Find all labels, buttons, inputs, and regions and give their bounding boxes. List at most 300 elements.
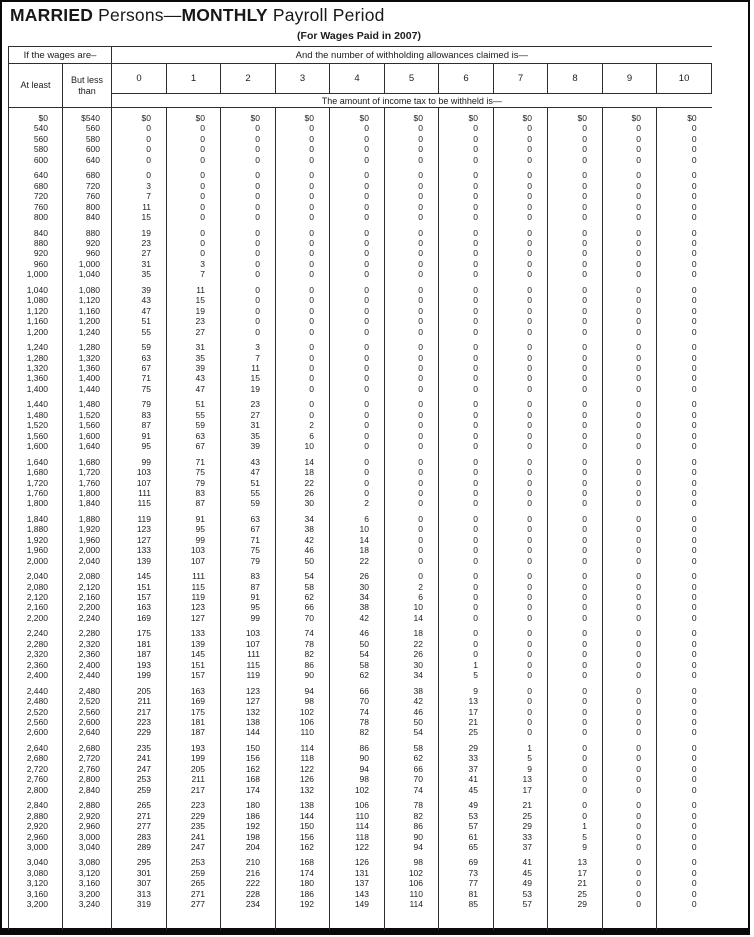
table-row — [9, 832, 712, 842]
amount-cell: 0 — [657, 545, 712, 555]
amount-cell: 0 — [603, 248, 657, 258]
amount-cell: 0 — [385, 566, 439, 581]
amount-cell: 39 — [167, 363, 221, 373]
amount-cell: 110 — [276, 727, 330, 737]
amount-cell: 0 — [548, 623, 603, 638]
amount-cell: 0 — [439, 202, 494, 212]
allowances-header-cell: And the number of withholding allowances claimed is— — [112, 47, 712, 64]
amount-cell: 0 — [439, 639, 494, 649]
amount-cell: 0 — [548, 707, 603, 717]
amount-cell: 0 — [548, 384, 603, 394]
amount-cell: 0 — [494, 681, 548, 696]
wage-cell: 1,240 — [63, 327, 112, 337]
amount-cell: 0 — [385, 556, 439, 566]
amount-cell: 139 — [167, 639, 221, 649]
amount-cell: 0 — [385, 259, 439, 269]
amount-cell: 0 — [330, 337, 385, 352]
amount-cell: 0 — [603, 384, 657, 394]
amount-cell: 0 — [657, 306, 712, 316]
amount-cell: 75 — [221, 545, 276, 555]
amount-cell: 0 — [385, 248, 439, 258]
amount-cell: 39 — [112, 280, 167, 295]
amount-cell: 0 — [494, 144, 548, 154]
amount-cell: 149 — [330, 899, 385, 909]
wage-cell: 760 — [63, 191, 112, 201]
amount-cell: 0 — [548, 774, 603, 784]
amount-cell: 50 — [330, 639, 385, 649]
amount-cell: 0 — [657, 452, 712, 467]
wage-cell: 1,120 — [9, 306, 63, 316]
amount-cell: 0 — [657, 670, 712, 680]
amount-cell: 0 — [548, 394, 603, 409]
amount-cell: 0 — [548, 524, 603, 534]
wage-cell: 2,360 — [63, 649, 112, 659]
amount-cell: 86 — [385, 821, 439, 831]
wage-cell: 840 — [63, 212, 112, 222]
table-row — [9, 191, 712, 201]
table-row — [9, 248, 712, 258]
amount-cell: 223 — [167, 795, 221, 810]
wage-cell: 1,320 — [63, 353, 112, 363]
amount-cell: 0 — [657, 181, 712, 191]
wage-cell: 1,000 — [63, 259, 112, 269]
amount-cell: 90 — [276, 670, 330, 680]
allowance-col-header-8: 8 — [548, 64, 603, 94]
amount-cell: 0 — [494, 155, 548, 165]
wage-cell: 2,440 — [9, 681, 63, 696]
amount-cell: 0 — [548, 753, 603, 763]
amount-cell: 0 — [657, 134, 712, 144]
amount-cell: 0 — [439, 582, 494, 592]
amount-cell: 0 — [330, 306, 385, 316]
amount-cell: 26 — [276, 488, 330, 498]
amount-cell: 35 — [221, 431, 276, 441]
amount-cell: 0 — [439, 535, 494, 545]
wage-cell: 2,640 — [63, 727, 112, 737]
wage-cell: 600 — [9, 155, 63, 165]
wage-cell: 1,440 — [63, 384, 112, 394]
amount-header-cell: The amount of income tax to be withheld is— — [112, 94, 712, 108]
amount-cell: 95 — [221, 602, 276, 612]
amount-cell: 211 — [112, 696, 167, 706]
amount-cell: 0 — [167, 212, 221, 222]
amount-cell: 150 — [221, 738, 276, 753]
filler-cell — [330, 910, 385, 930]
table-row — [9, 353, 712, 363]
amount-cell: 0 — [548, 165, 603, 180]
amount-cell: 0 — [385, 202, 439, 212]
amount-cell: 0 — [494, 295, 548, 305]
amount-cell: 51 — [112, 316, 167, 326]
allowance-col-header-0: 0 — [112, 64, 167, 94]
amount-cell: 0 — [657, 165, 712, 180]
wage-cell: 960 — [9, 259, 63, 269]
amount-cell: 0 — [385, 410, 439, 420]
amount-cell: 0 — [548, 602, 603, 612]
amount-cell: 0 — [385, 488, 439, 498]
amount-cell: 99 — [221, 613, 276, 623]
amount-cell: 0 — [167, 123, 221, 133]
amount-cell: 107 — [221, 639, 276, 649]
amount-cell: 0 — [548, 269, 603, 279]
wage-cell: 1,920 — [9, 535, 63, 545]
amount-cell: 98 — [330, 774, 385, 784]
amount-cell: 0 — [657, 420, 712, 430]
amount-cell: 90 — [385, 832, 439, 842]
table-row — [9, 306, 712, 316]
amount-cell: 14 — [385, 613, 439, 623]
amount-cell: 0 — [385, 316, 439, 326]
amount-cell: 205 — [167, 764, 221, 774]
wage-cell: 920 — [9, 248, 63, 258]
amount-cell: 143 — [330, 889, 385, 899]
amount-cell: 235 — [112, 738, 167, 753]
amount-cell: 193 — [167, 738, 221, 753]
amount-cell: 0 — [657, 811, 712, 821]
wage-cell: 1,640 — [9, 452, 63, 467]
amount-cell: 0 — [548, 478, 603, 488]
amount-cell: 0 — [385, 181, 439, 191]
amount-cell: 0 — [494, 696, 548, 706]
amount-cell: 235 — [167, 821, 221, 831]
amount-cell: 22 — [276, 478, 330, 488]
amount-cell: 46 — [330, 623, 385, 638]
allowance-col-header-1: 1 — [167, 64, 221, 94]
amount-cell: 7 — [112, 191, 167, 201]
header-row-1 — [9, 47, 712, 64]
amount-cell: 0 — [603, 202, 657, 212]
table-row — [9, 852, 712, 867]
amount-cell: 30 — [276, 498, 330, 508]
amount-cell: 0 — [548, 248, 603, 258]
amount-cell: 0 — [603, 842, 657, 852]
amount-cell: 0 — [494, 306, 548, 316]
wage-cell: 1,360 — [9, 373, 63, 383]
amount-cell: 0 — [548, 363, 603, 373]
wage-cell: 2,440 — [63, 670, 112, 680]
wage-cell: 3,160 — [63, 878, 112, 888]
amount-cell: 0 — [603, 363, 657, 373]
amount-cell: 0 — [603, 306, 657, 316]
amount-cell: 0 — [603, 753, 657, 763]
wage-cell: 1,600 — [9, 441, 63, 451]
amount-cell: 0 — [603, 420, 657, 430]
amount-cell: 0 — [494, 670, 548, 680]
amount-cell: 0 — [548, 155, 603, 165]
amount-cell: 13 — [494, 774, 548, 784]
amount-cell: 163 — [167, 681, 221, 696]
amount-cell: 115 — [221, 660, 276, 670]
amount-cell: 0 — [603, 441, 657, 451]
wage-cell: 1,960 — [9, 545, 63, 555]
amount-cell: 0 — [657, 373, 712, 383]
amount-cell: 106 — [330, 795, 385, 810]
amount-cell: 74 — [330, 707, 385, 717]
amount-cell: 2 — [276, 420, 330, 430]
amount-cell: 0 — [494, 202, 548, 212]
wage-cell: 1,480 — [9, 410, 63, 420]
amount-cell: 0 — [603, 764, 657, 774]
amount-cell: 66 — [385, 764, 439, 774]
amount-cell: 0 — [657, 123, 712, 133]
amount-cell: 0 — [548, 202, 603, 212]
wage-cell: 2,760 — [63, 764, 112, 774]
table-row — [9, 592, 712, 602]
wage-cell: 2,680 — [9, 753, 63, 763]
amount-cell: 0 — [439, 363, 494, 373]
amount-cell: 0 — [603, 717, 657, 727]
table-row — [9, 498, 712, 508]
amount-cell: 0 — [494, 727, 548, 737]
amount-cell: 13 — [548, 852, 603, 867]
amount-cell: 0 — [657, 707, 712, 717]
wage-cell: 3,080 — [9, 868, 63, 878]
amount-cell: 0 — [603, 727, 657, 737]
amount-cell: 0 — [221, 316, 276, 326]
amount-cell: 11 — [112, 202, 167, 212]
table-row — [9, 155, 712, 165]
wage-cell: 1,800 — [63, 488, 112, 498]
amount-cell: 15 — [221, 373, 276, 383]
amount-cell: 0 — [439, 259, 494, 269]
amount-cell: 63 — [167, 431, 221, 441]
amount-cell: 62 — [330, 670, 385, 680]
amount-cell: 0 — [603, 259, 657, 269]
wage-cell: 2,680 — [63, 738, 112, 753]
amount-cell: 98 — [276, 696, 330, 706]
amount-cell: 228 — [221, 889, 276, 899]
amount-cell: 25 — [548, 889, 603, 899]
table-row — [9, 452, 712, 467]
amount-cell: 0 — [657, 259, 712, 269]
amount-cell: 0 — [548, 488, 603, 498]
amount-cell: 0 — [603, 488, 657, 498]
amount-cell: 0 — [548, 582, 603, 592]
amount-cell: 0 — [494, 535, 548, 545]
amount-cell: 0 — [385, 452, 439, 467]
amount-cell: 139 — [112, 556, 167, 566]
amount-cell: 187 — [112, 649, 167, 659]
table-row — [9, 394, 712, 409]
amount-cell: 75 — [112, 384, 167, 394]
wage-cell: 2,360 — [9, 660, 63, 670]
amount-cell: 0 — [548, 509, 603, 524]
amount-cell: 180 — [221, 795, 276, 810]
amount-cell: 0 — [276, 394, 330, 409]
amount-cell: 22 — [330, 556, 385, 566]
amount-cell: 0 — [494, 478, 548, 488]
table-row — [9, 488, 712, 498]
wage-cell: 2,600 — [63, 717, 112, 727]
amount-cell: 0 — [657, 582, 712, 592]
amount-cell: 0 — [330, 202, 385, 212]
amount-cell: 0 — [657, 467, 712, 477]
wage-cell: 960 — [63, 248, 112, 258]
amount-cell: 0 — [657, 649, 712, 659]
allowance-col-header-3: 3 — [276, 64, 330, 94]
but-less-header: But less than — [63, 64, 112, 108]
amount-cell: 74 — [276, 623, 330, 638]
amount-cell: 0 — [494, 353, 548, 363]
amount-cell: 199 — [112, 670, 167, 680]
amount-cell: 0 — [276, 295, 330, 305]
wage-cell: 1,200 — [9, 327, 63, 337]
amount-cell: 0 — [439, 144, 494, 154]
wage-cell: 2,480 — [9, 696, 63, 706]
amount-cell: 0 — [439, 337, 494, 352]
amount-cell: 15 — [167, 295, 221, 305]
wage-cell: 3,000 — [63, 832, 112, 842]
amount-cell: 0 — [276, 123, 330, 133]
amount-cell: 0 — [494, 717, 548, 727]
amount-cell: 0 — [439, 545, 494, 555]
amount-cell: 0 — [657, 431, 712, 441]
amount-cell: 0 — [221, 165, 276, 180]
amount-cell: 0 — [330, 144, 385, 154]
amount-cell: 133 — [167, 623, 221, 638]
amount-cell: 0 — [548, 238, 603, 248]
wage-cell: 600 — [63, 144, 112, 154]
wage-cell: 2,000 — [9, 556, 63, 566]
amount-cell: 17 — [439, 707, 494, 717]
table-row — [9, 337, 712, 352]
amount-cell: 0 — [439, 613, 494, 623]
amount-cell: 51 — [167, 394, 221, 409]
amount-cell: 241 — [167, 832, 221, 842]
amount-cell: $0 — [657, 108, 712, 124]
amount-cell: 0 — [657, 613, 712, 623]
wage-cell: 1,600 — [63, 431, 112, 441]
amount-cell: 0 — [494, 524, 548, 534]
amount-cell: 0 — [494, 181, 548, 191]
amount-cell: 0 — [548, 592, 603, 602]
amount-cell: 55 — [167, 410, 221, 420]
amount-cell: 127 — [167, 613, 221, 623]
amount-cell: 94 — [385, 842, 439, 852]
amount-cell: 133 — [112, 545, 167, 555]
table-row — [9, 696, 712, 706]
amount-cell: 0 — [385, 478, 439, 488]
amount-cell: 54 — [385, 727, 439, 737]
amount-cell: 0 — [494, 259, 548, 269]
amount-cell: 10 — [385, 602, 439, 612]
amount-cell: 41 — [439, 774, 494, 784]
amount-cell: 0 — [603, 649, 657, 659]
amount-cell: 0 — [276, 316, 330, 326]
amount-cell: 0 — [439, 498, 494, 508]
amount-cell: 0 — [221, 280, 276, 295]
amount-cell: 0 — [603, 373, 657, 383]
amount-cell: 211 — [167, 774, 221, 784]
amount-cell: 229 — [167, 811, 221, 821]
amount-cell: 0 — [603, 785, 657, 795]
amount-cell: 0 — [657, 727, 712, 737]
amount-cell: 115 — [112, 498, 167, 508]
amount-cell: 0 — [494, 545, 548, 555]
amount-cell: 163 — [112, 602, 167, 612]
amount-cell: 295 — [112, 852, 167, 867]
amount-cell: 58 — [276, 582, 330, 592]
amount-cell: 29 — [494, 821, 548, 831]
amount-cell: 186 — [221, 811, 276, 821]
filler-cell — [63, 910, 112, 930]
table-row — [9, 134, 712, 144]
amount-cell: 0 — [548, 337, 603, 352]
withholding-table — [8, 46, 712, 930]
amount-cell: 0 — [657, 556, 712, 566]
amount-cell: $0 — [603, 108, 657, 124]
amount-cell: 0 — [657, 717, 712, 727]
amount-cell: 138 — [221, 717, 276, 727]
wage-cell: 1,080 — [63, 280, 112, 295]
amount-cell: 0 — [494, 212, 548, 222]
amount-cell: 13 — [439, 696, 494, 706]
wage-cell: 680 — [63, 165, 112, 180]
table-row — [9, 556, 712, 566]
amount-cell: 156 — [276, 832, 330, 842]
amount-cell: 0 — [494, 556, 548, 566]
wage-cell: 2,840 — [9, 795, 63, 810]
amount-cell: 0 — [494, 327, 548, 337]
amount-cell: 91 — [167, 509, 221, 524]
amount-cell: 0 — [494, 223, 548, 238]
amount-cell: 0 — [603, 524, 657, 534]
wage-cell: 2,040 — [63, 556, 112, 566]
amount-cell: 67 — [167, 441, 221, 451]
table-row — [9, 613, 712, 623]
amount-cell: 114 — [330, 821, 385, 831]
amount-cell: 0 — [548, 420, 603, 430]
amount-cell: 0 — [276, 181, 330, 191]
amount-cell: 47 — [221, 467, 276, 477]
amount-cell: 132 — [276, 785, 330, 795]
amount-cell: 0 — [494, 123, 548, 133]
amount-cell: 0 — [112, 123, 167, 133]
amount-cell: 0 — [276, 165, 330, 180]
amount-cell: 25 — [494, 811, 548, 821]
table-row — [9, 269, 712, 279]
amount-cell: 0 — [385, 269, 439, 279]
wage-cell: 3,080 — [63, 852, 112, 867]
wage-cell: 2,880 — [63, 795, 112, 810]
amount-cell: 102 — [330, 785, 385, 795]
amount-cell: 0 — [439, 212, 494, 222]
amount-cell: 0 — [385, 144, 439, 154]
wage-cell: 2,520 — [63, 696, 112, 706]
amount-cell: 0 — [221, 155, 276, 165]
amount-cell: 0 — [439, 191, 494, 201]
table-row — [9, 623, 712, 638]
amount-cell: 199 — [167, 753, 221, 763]
wage-cell: 2,040 — [9, 566, 63, 581]
amount-cell: 0 — [548, 327, 603, 337]
amount-cell: 23 — [167, 316, 221, 326]
amount-cell: 0 — [603, 811, 657, 821]
amount-cell: 0 — [603, 134, 657, 144]
amount-cell: 0 — [276, 410, 330, 420]
amount-cell: 0 — [548, 613, 603, 623]
amount-cell: 59 — [221, 498, 276, 508]
amount-cell: 0 — [603, 738, 657, 753]
amount-cell: 0 — [385, 373, 439, 383]
amount-cell: 0 — [548, 566, 603, 581]
amount-cell: 0 — [221, 248, 276, 258]
amount-cell: 0 — [603, 878, 657, 888]
amount-cell: 0 — [603, 852, 657, 867]
amount-cell: 37 — [439, 764, 494, 774]
amount-cell: 0 — [603, 327, 657, 337]
amount-cell: 157 — [112, 592, 167, 602]
